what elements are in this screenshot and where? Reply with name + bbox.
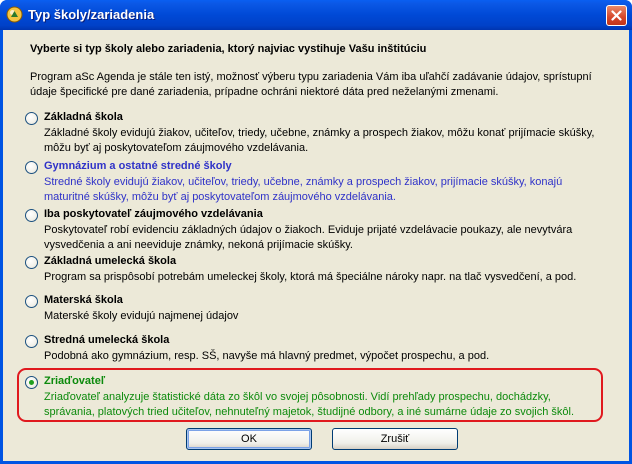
radio-button[interactable] (25, 295, 38, 308)
close-button[interactable] (606, 5, 627, 26)
option-label[interactable]: Základná škola (44, 111, 123, 123)
ok-button[interactable]: OK (186, 428, 312, 450)
dialog-heading: Vyberte si typ školy alebo zariadenia, ktorý najviac vystihuje Vašu inštitúciu (30, 43, 427, 55)
radio-button[interactable] (25, 112, 38, 125)
option-description: Podobná ako gymnázium, resp. SŠ, navyše má hlavný predmet, výpočet prospechu, a pod. (44, 350, 490, 362)
radio-button[interactable] (25, 161, 38, 174)
radio-button-checked[interactable] (25, 376, 38, 389)
close-x-icon (611, 10, 622, 21)
option-description: Stredné školy evidujú žiakov, učiteľov, triedy, učebne, známky a prospech žiakov, prijímacie skúšky, konajú maturitné skúšky, môžu byť aj poskytovateľom záujmového vzdelávania. (44, 176, 563, 203)
option-label[interactable]: Základná umelecká škola (44, 255, 177, 267)
option-label[interactable]: Iba poskytovateľ záujmového vzdelávania (44, 208, 263, 220)
option-description: Základné školy evidujú žiakov, učiteľov, triedy, učebne, známky a prospech žiakov, môžu konať prijímacie skúšky, môžu byť aj poskytovateľom záujmového vzdelávania. (44, 127, 595, 154)
option-label[interactable]: Materská škola (44, 294, 123, 306)
title-bar[interactable] (0, 0, 632, 30)
window-title: Typ školy/zariadenia (28, 7, 155, 22)
option-label[interactable]: Stredná umelecká škola (44, 334, 170, 346)
radio-button[interactable] (25, 256, 38, 269)
dialog-body (3, 30, 629, 461)
option-description: Poskytovateľ robí evidenciu základných údajov o žiakoch. Eviduje prijaté vzdelávacie poukazy, ale nevytvára vysvedčenia a ani neeviduje známky, nekoná prijímacie skúšky. (44, 224, 573, 251)
option-description: Program sa prispôsobí potrebám umeleckej školy, ktorá má špeciálne nároky napr. na tlač vysvedčení, a pod. (44, 271, 577, 283)
app-icon (6, 6, 23, 23)
radio-button[interactable] (25, 335, 38, 348)
cancel-button[interactable]: Zrušiť (332, 428, 458, 450)
intro-text: Program aSc Agenda je stále ten istý, možnosť výberu typu zariadenia Vám iba uľahčí zadávanie údajov, sprístupní údaje špecifické pre dané zariadenia, prípadne ochráni niektoré dáta pred neželanými zmenami. (30, 71, 592, 98)
radio-button[interactable] (25, 209, 38, 222)
option-label[interactable]: Zriaďovateľ (44, 375, 106, 387)
option-description: Materské školy evidujú najmenej údajov (44, 310, 239, 322)
option-label[interactable]: Gymnázium a ostatné stredné školy (44, 160, 232, 172)
option-description: Zriaďovateľ analyzuje štatistické dáta zo škôl vo svojej pôsobnosti. Vidí prehľady prospechu, dochádzky, správania, platových tried učiteľov, nehnuteľný majetok, študijné odbory, a iné sumárne údaje zo svojich škôl. (44, 391, 575, 418)
